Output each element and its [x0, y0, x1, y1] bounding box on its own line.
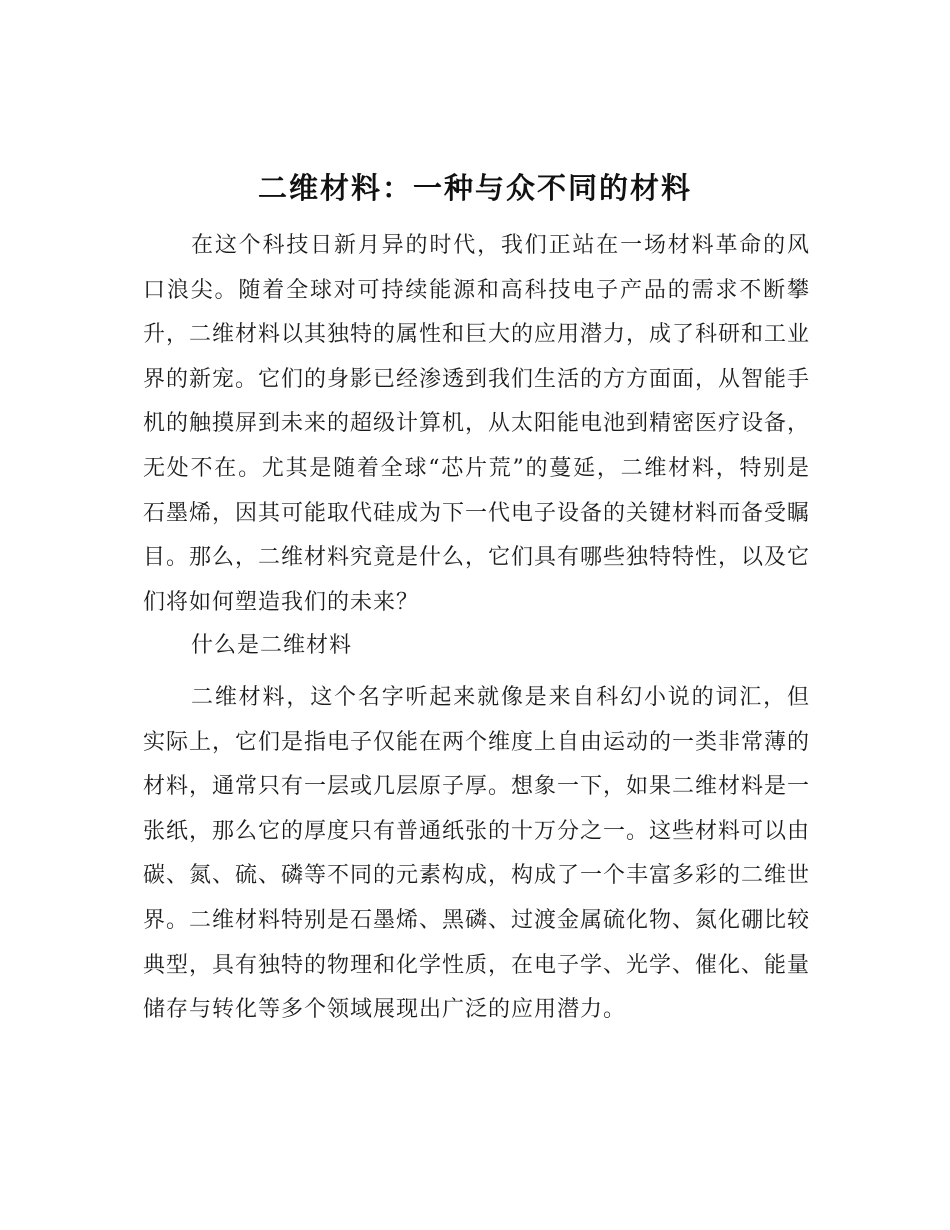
definition-paragraph: 二维材料，这个名字听起来就像是来自科幻小说的词汇，但实际上，它们是指电子仅能在两个维度上自由运动的一类非常薄的材料，通常只有一层或几层原子厚。想象一下，如果二维材料是一张纸，那么它的厚度只有普通纸张的十万分之一。这些材料可以由碳、氮、硫、磷等不同的元素构成，构成了一个丰富多彩的二维世界。二维材料特别是石墨烯、黑磷、过渡金属硫化物、氮化硼比较典型，具有独特的物理和化学性质，在电子学、光学、催化、能量储存与转化等多个领域展现出广泛的应用潜力。 [143, 685, 811, 1023]
section-heading: 什么是二维材料 [191, 633, 353, 658]
document-title: 二维材料：一种与众不同的材料 [257, 171, 692, 205]
intro-paragraph: 在这个科技日新月异的时代，我们正站在一场材料革命的风口浪尖。随着全球对可持续能源和高科技电子产品的需求不断攀升，二维材料以其独特的属性和巨大的应用潜力，成了科研和工业界的新宠。它们的身影已经渗透到我们生活的方方面面，从智能手机的触摸屏到未来的超级计算机，从太阳能电池到精密医疗设备，无处不在。尤其是随着全球“芯片荒”的蔓延，二维材料，特别是石墨烯，因其可能取代硅成为下一代电子设备的关键材料而备受瞩目。那么，二维材料究竟是什么，它们具有哪些独特特性，以及它们将如何塑造我们的未来？ [143, 233, 811, 615]
